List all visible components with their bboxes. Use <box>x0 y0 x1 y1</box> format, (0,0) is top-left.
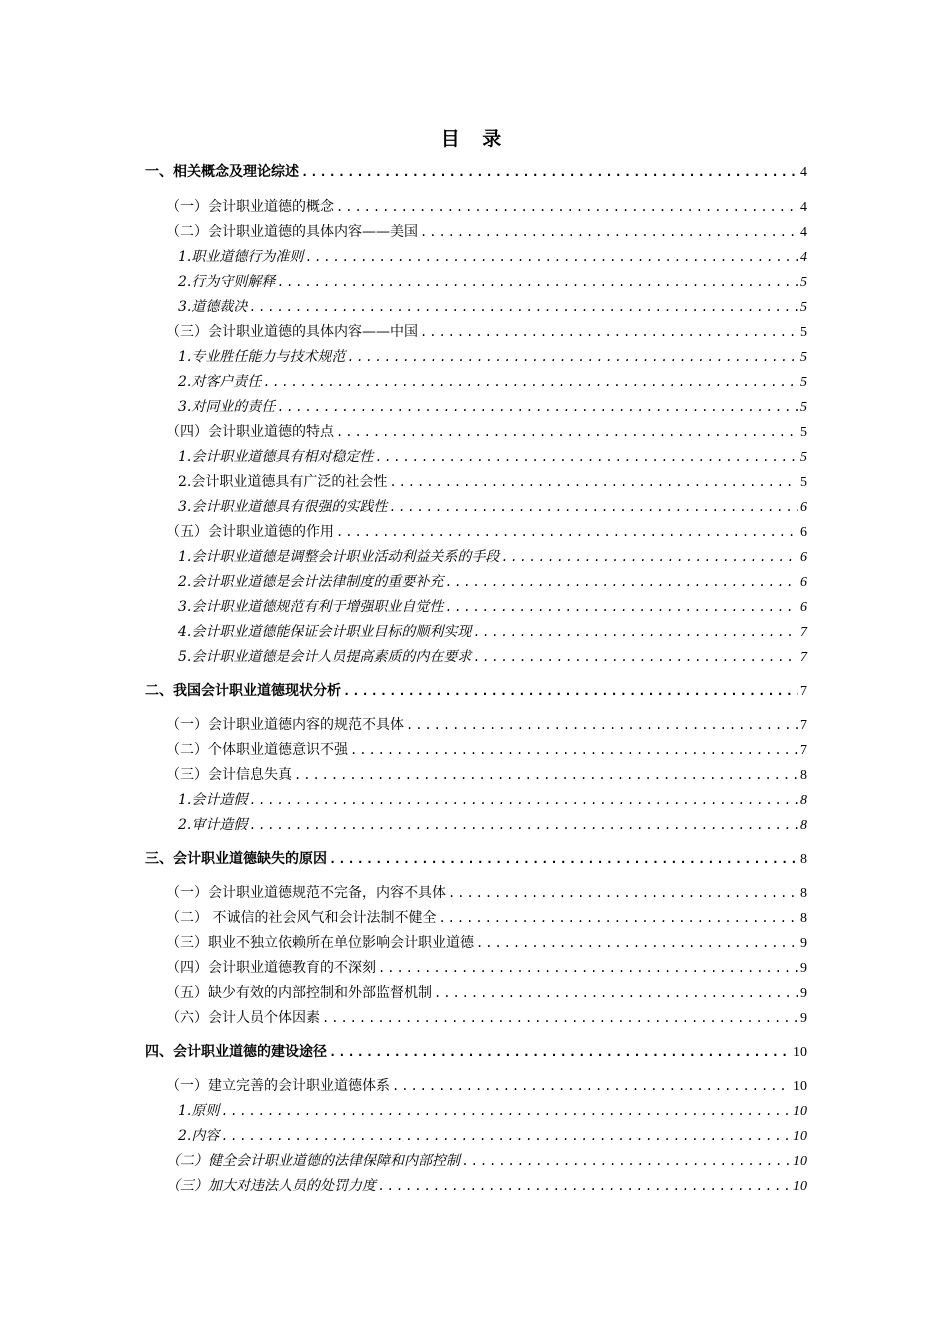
toc-dot-leader <box>305 247 798 267</box>
toc-page-number: 6 <box>800 575 807 590</box>
toc-dot-leader <box>343 681 798 701</box>
toc-dot-leader <box>378 958 798 978</box>
toc-dot-leader <box>389 497 798 517</box>
toc-entry-level-1[interactable] <box>145 681 807 701</box>
toc-entry-label: （二） 不诚信的社会风气和会计法制不健全 <box>166 910 437 926</box>
toc-dot-leader <box>347 347 798 367</box>
toc-page-number: 5 <box>800 450 807 465</box>
toc-page-number: 6 <box>800 550 807 565</box>
toc-entry-label: （五）缺少有效的内部控制和外部监督机制 <box>166 985 432 1001</box>
toc-dot-leader <box>329 849 798 869</box>
toc-entry-level-3[interactable] <box>178 497 807 517</box>
toc-entry-level-2[interactable] <box>166 740 807 760</box>
toc-page-number: 7 <box>800 684 807 699</box>
toc-entry-level-2[interactable] <box>166 983 807 1003</box>
toc-entry-level-3[interactable] <box>178 572 807 592</box>
toc-entry-label: （三）会计职业道德的具体内容——中国 <box>166 324 418 340</box>
toc-entry-label: （二）个体职业道德意识不强 <box>166 742 348 758</box>
toc-page-number: 8 <box>800 886 807 901</box>
toc-page-number: 7 <box>800 625 807 640</box>
toc-entry-level-3[interactable] <box>178 372 807 392</box>
toc-entry-label: 1.职业道德行为准则 <box>178 249 304 265</box>
toc-dot-leader <box>301 162 798 182</box>
toc-dot-leader <box>329 1042 791 1062</box>
toc-page-number: 4 <box>800 165 807 180</box>
toc-page-number: 5 <box>800 325 807 340</box>
toc-entry-level-3[interactable] <box>178 347 807 367</box>
toc-page-number: 8 <box>800 768 807 783</box>
toc-dot-leader <box>249 790 798 810</box>
toc-dot-leader <box>420 322 798 342</box>
toc-entry-level-3[interactable] <box>178 622 807 642</box>
toc-entry-label: （三）加大对违法人员的处罚力度 <box>166 1178 376 1194</box>
toc-page-number: 5 <box>800 300 807 315</box>
toc-dot-leader <box>277 397 798 417</box>
toc-page-number: 7 <box>800 650 807 665</box>
toc-page-number: 4 <box>800 225 807 240</box>
toc-entry-level-2[interactable] <box>166 222 807 242</box>
toc-entry-level-1[interactable] <box>145 162 807 182</box>
toc-page-number: 10 <box>793 1104 807 1119</box>
toc-entry-label: （六）会计人员个体因素 <box>166 1010 320 1026</box>
toc-entry-label: 四、会计职业道德的建设途径 <box>145 1044 327 1060</box>
toc-entry-label: 三、会计职业道德缺失的原因 <box>145 851 327 867</box>
toc-entry-level-2[interactable] <box>166 1151 807 1171</box>
toc-entry-label: 1.会计造假 <box>178 792 248 808</box>
toc-page-number: 8 <box>800 911 807 926</box>
toc-entry-label: （三）会计信息失真 <box>166 767 292 783</box>
toc-dot-leader <box>336 197 798 217</box>
toc-entry-label: 4.会计职业道德能保证会计职业目标的顺利实现 <box>178 624 472 640</box>
toc-entry-level-1[interactable] <box>145 849 807 869</box>
toc-entry-level-2[interactable] <box>166 1076 807 1096</box>
toc-entry-level-3[interactable] <box>178 790 807 810</box>
toc-entry-level-3[interactable] <box>178 647 807 667</box>
toc-entry-level-2[interactable] <box>166 715 807 735</box>
toc-page-number: 9 <box>800 936 807 951</box>
toc-entry-label: （一）会计职业道德规范不完备，内容不具体 <box>166 885 446 901</box>
toc-entry-level-3[interactable] <box>178 547 807 567</box>
toc-dot-leader <box>277 272 798 292</box>
toc-entry-level-2[interactable] <box>166 883 807 903</box>
toc-entry-label: 2.对客户责任 <box>178 374 262 390</box>
toc-entry-level-3[interactable] <box>178 247 807 267</box>
toc-page-number: 10 <box>793 1045 807 1060</box>
toc-entry-label: 1.原则 <box>178 1103 220 1119</box>
toc-page-number: 5 <box>800 400 807 415</box>
toc-entry-label: （四）会计职业道德教育的不深刻 <box>166 960 376 976</box>
toc-entry-level-3[interactable] <box>178 597 807 617</box>
toc-entry-level-2[interactable] <box>166 933 807 953</box>
toc-dot-leader <box>473 647 798 667</box>
toc-page-number: 9 <box>800 961 807 976</box>
toc-dot-leader <box>476 933 798 953</box>
toc-entry-level-2[interactable] <box>166 958 807 978</box>
toc-dot-leader <box>263 372 798 392</box>
toc-page-number: 5 <box>800 275 807 290</box>
toc-entry-level-2[interactable] <box>166 1008 807 1028</box>
toc-entry-label: （二）健全会计职业道德的法律保障和内部控制 <box>166 1153 460 1169</box>
toc-entry-level-2[interactable] <box>166 197 807 217</box>
toc-entry-level-2[interactable] <box>166 522 807 542</box>
toc-entry-level-3[interactable] <box>178 297 807 317</box>
toc-dot-leader <box>406 715 798 735</box>
toc-page-number: 10 <box>793 1129 807 1144</box>
toc-entry-label: 1.会计职业道德是调整会计职业活动利益关系的手段 <box>178 549 500 565</box>
toc-page-number: 9 <box>800 1011 807 1026</box>
toc-entry-label: （四）会计职业道德的特点 <box>166 424 334 440</box>
toc-entry-level-3[interactable] <box>178 447 807 467</box>
toc-dot-leader <box>375 447 798 467</box>
toc-entry-label: 二、我国会计职业道德现状分析 <box>145 683 341 699</box>
toc-dot-leader <box>392 1076 791 1096</box>
toc-dot-leader <box>350 740 798 760</box>
toc-dot-leader <box>249 815 798 835</box>
toc-entry-level-2[interactable] <box>166 322 807 342</box>
toc-entry-label: （一）会计职业道德内容的规范不具体 <box>166 717 404 733</box>
toc-dot-leader <box>389 472 798 492</box>
toc-dot-leader <box>294 765 798 785</box>
toc-dot-leader <box>336 522 798 542</box>
toc-entry-level-3[interactable] <box>178 272 807 292</box>
toc-page-number: 5 <box>800 375 807 390</box>
toc-entry-label: 2.内容 <box>178 1128 220 1144</box>
toc-page-number: 6 <box>800 500 807 515</box>
toc-page-number: 7 <box>800 743 807 758</box>
toc-entry-label: （五）会计职业道德的作用 <box>166 524 334 540</box>
toc-dot-leader <box>448 883 798 903</box>
toc-dot-leader <box>336 422 798 442</box>
toc-page-number: 10 <box>793 1079 807 1094</box>
toc-page-number: 6 <box>800 525 807 540</box>
toc-page-number: 8 <box>800 852 807 867</box>
toc-entry-level-1[interactable] <box>145 1042 807 1062</box>
toc-page-number: 6 <box>800 600 807 615</box>
toc-entry-label: 2.审计造假 <box>178 817 248 833</box>
toc-entry-level-2[interactable] <box>166 765 807 785</box>
toc-entry-level-2[interactable] <box>166 422 807 442</box>
toc-entry-label: 3.会计职业道德规范有利于增强职业自觉性 <box>178 599 444 615</box>
toc-dot-leader <box>378 1176 791 1196</box>
toc-entry-label: 3.对同业的责任 <box>178 399 276 415</box>
toc-page-number: 8 <box>800 818 807 833</box>
toc-entry-label: 3.道德裁决 <box>178 299 248 315</box>
toc-entry-level-3[interactable] <box>178 472 807 492</box>
toc-entry-label: （三）职业不独立依赖所在单位影响会计职业道德 <box>166 935 474 951</box>
toc-dot-leader <box>249 297 798 317</box>
toc-entry-label: （二）会计职业道德的具体内容——美国 <box>166 224 418 240</box>
toc-page-number: 5 <box>800 350 807 365</box>
toc-page-number: 9 <box>800 986 807 1001</box>
toc-page-number: 10 <box>793 1179 807 1194</box>
toc-entry-label: 1.专业胜任能力与技术规范 <box>178 349 346 365</box>
toc-entry-level-3[interactable] <box>178 397 807 417</box>
toc-page-number: 5 <box>800 425 807 440</box>
toc-entry-label: 一、相关概念及理论综述 <box>145 164 299 180</box>
toc-entry-level-3[interactable] <box>178 1126 807 1146</box>
toc-entry-label: 5.会计职业道德是会计人员提高素质的内在要求 <box>178 649 472 665</box>
toc-entry-label: 2.行为守则解释 <box>178 274 276 290</box>
toc-page-number: 4 <box>800 200 807 215</box>
toc-entry-level-2[interactable] <box>166 1176 807 1196</box>
toc-page-number: 7 <box>800 718 807 733</box>
toc-entry-level-3[interactable] <box>178 1101 807 1121</box>
toc-entry-label: （一）建立完善的会计职业道德体系 <box>166 1078 390 1094</box>
toc-dot-leader <box>473 622 798 642</box>
toc-title: 目 录 <box>440 128 510 150</box>
toc-page-number: 8 <box>800 793 807 808</box>
toc-dot-leader <box>322 1008 798 1028</box>
toc-entry-label: 1.会计职业道德具有相对稳定性 <box>178 449 374 465</box>
toc-entry-label: （一）会计职业道德的概念 <box>166 199 334 215</box>
toc-page-number: 5 <box>800 475 807 490</box>
toc-dot-leader <box>501 547 798 567</box>
toc-entry-label: 3.会计职业道德具有很强的实践性 <box>178 499 388 515</box>
toc-page-number: 4 <box>800 250 807 265</box>
toc-page-number: 10 <box>793 1154 807 1169</box>
toc-dot-leader <box>445 572 798 592</box>
toc-dot-leader <box>221 1126 791 1146</box>
toc-dot-leader <box>438 908 798 928</box>
toc-entry-label: 2.会计职业道德是会计法律制度的重要补充 <box>178 574 444 590</box>
toc-dot-leader <box>221 1101 791 1121</box>
toc-dot-leader <box>462 1151 791 1171</box>
toc-dot-leader <box>434 983 798 1003</box>
toc-entry-level-3[interactable] <box>178 815 807 835</box>
toc-entry-level-2[interactable] <box>166 908 807 928</box>
toc-entry-label: 2.会计职业道德具有广泛的社会性 <box>178 474 388 490</box>
toc-dot-leader <box>420 222 798 242</box>
toc-dot-leader <box>445 597 798 617</box>
